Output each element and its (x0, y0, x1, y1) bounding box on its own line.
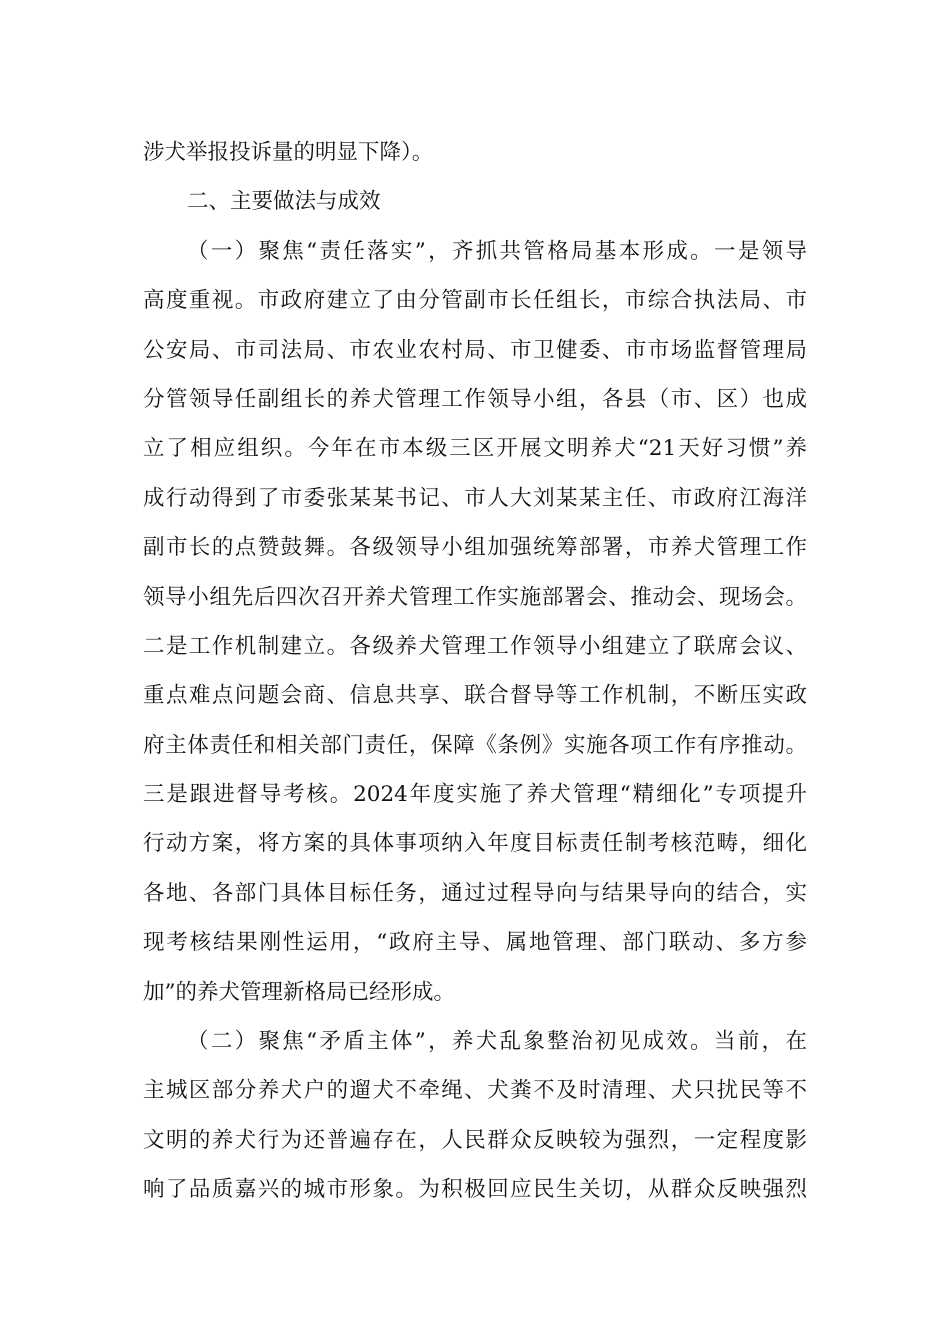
text-line: 副市长的点赞鼓舞。各级领导小组加强统筹部署，市养犬管理工作 (143, 535, 807, 561)
text-line: 现考核结果刚性运用，“政府主导、属地管理、部门联动、多方参 (143, 930, 807, 956)
text-line: 分管领导任副组长的养犬管理工作领导小组，各县（市、区）也成 (143, 386, 807, 412)
text-line: 各地、各部门具体目标任务，通过过程导向与结果导向的结合，实 (143, 880, 807, 906)
text-line: 二是工作机制建立。各级养犬管理工作领导小组建立了联席会议、 (143, 633, 807, 659)
text-line: （一）聚焦“责任落实”，齐抓共管格局基本形成。一是领导 (187, 238, 807, 264)
text-line: 高度重视。市政府建立了由分管副市长任组长，市综合执法局、市 (143, 288, 807, 314)
text-line: 响了品质嘉兴的城市形象。为积极回应民生关切，从群众反映强烈 (143, 1177, 807, 1203)
document-body (143, 128, 807, 1215)
text-line: 文明的养犬行为还普遍存在，人民群众反映较为强烈，一定程度影 (143, 1127, 807, 1153)
text-line: 主城区部分养犬户的遛犬不牵绳、犬粪不及时清理、犬只扰民等不 (143, 1078, 807, 1104)
text-line: 领导小组先后四次召开养犬管理工作实施部署会、推动会、现场会。 (143, 584, 807, 610)
text-line: （二）聚焦“矛盾主体”，养犬乱象整治初见成效。当前，在 (187, 1029, 807, 1055)
text-line: 二、主要做法与成效 (187, 189, 381, 215)
text-line: 加”的养犬管理新格局已经形成。 (143, 979, 455, 1005)
text-line: 涉犬举报投诉量的明显下降）。 (143, 140, 434, 165)
text-line: 重点难点问题会商、信息共享、联合督导等工作机制，不断压实政 (143, 683, 807, 709)
text-line: 府主体责任和相关部门责任，保障《条例》实施各项工作有序推动。 (143, 732, 807, 758)
text-line: 公安局、市司法局、市农业农村局、市卫健委、市市场监督管理局 (143, 337, 807, 363)
text-line: 行动方案，将方案的具体事项纳入年度目标责任制考核范畴，细化 (143, 831, 807, 857)
text-line: 三是跟进督导考核。2024年度实施了养犬管理“精细化”专项提升 (143, 782, 807, 808)
text-line: 立了相应组织。今年在市本级三区开展文明养犬“21天好习惯”养 (143, 436, 807, 462)
text-line: 成行动得到了市委张某某书记、市人大刘某某主任、市政府江海洋 (143, 485, 807, 511)
